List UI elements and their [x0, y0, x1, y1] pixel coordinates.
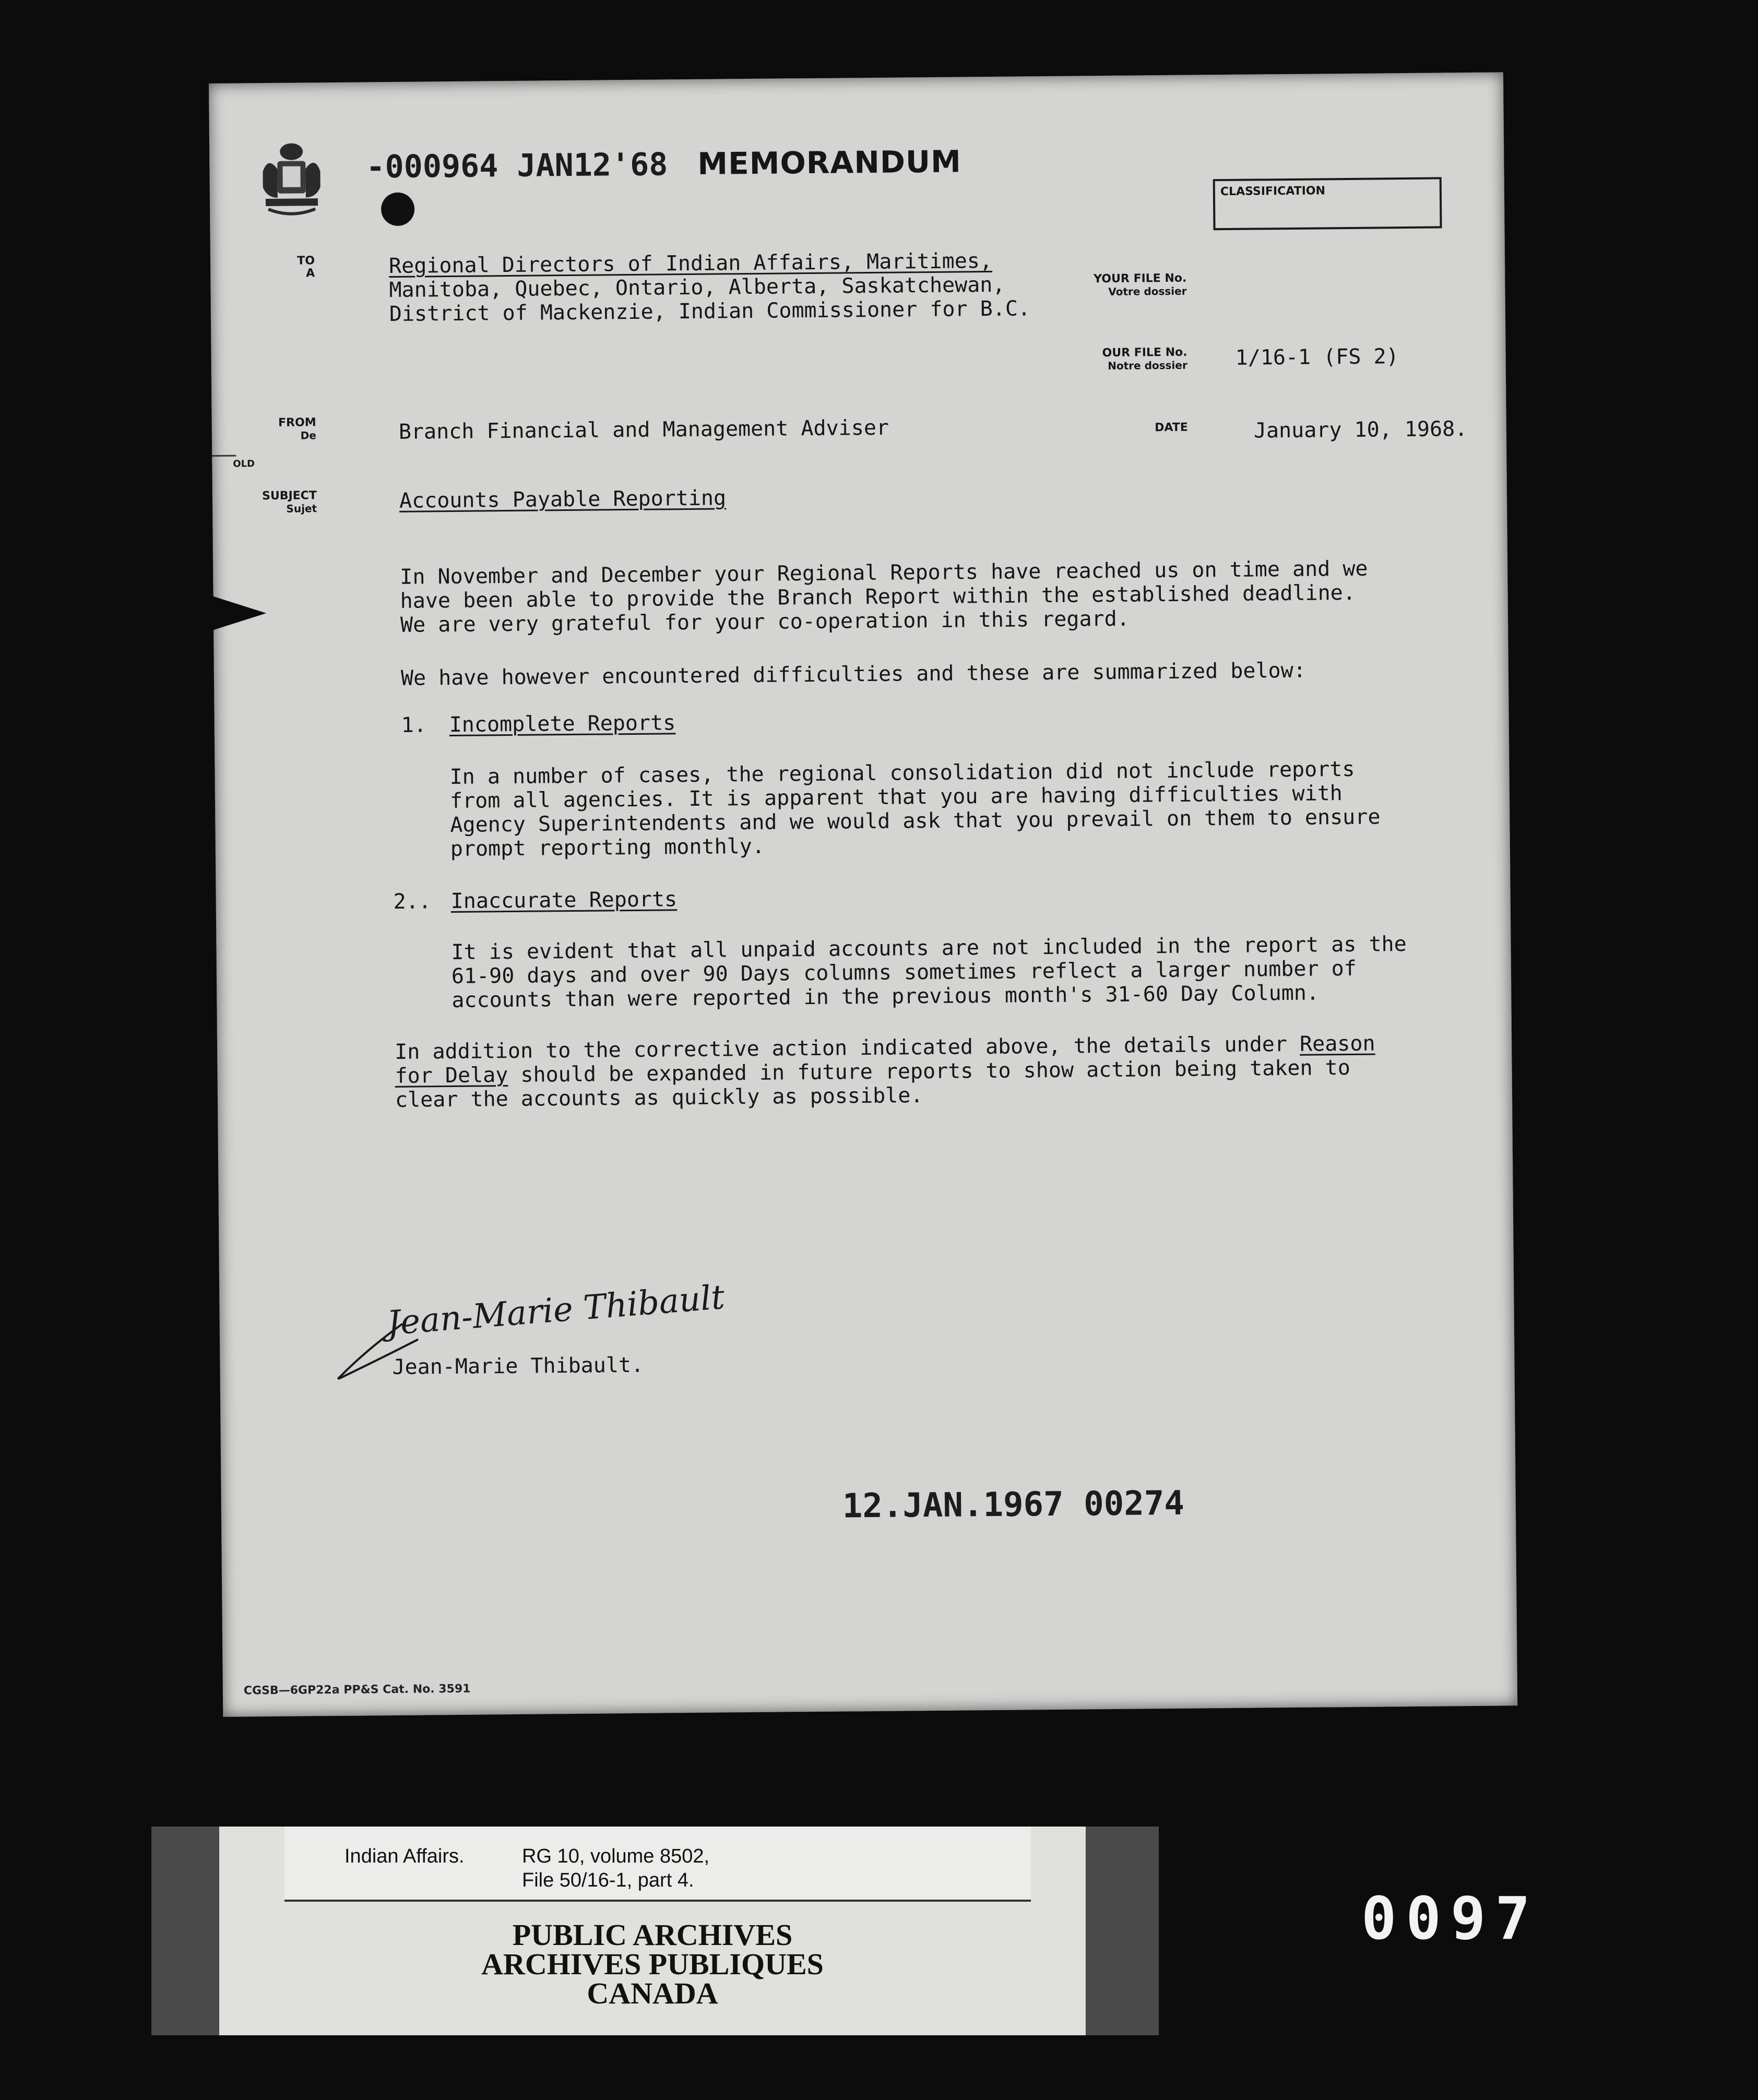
classification-label: CLASSIFICATION — [1220, 184, 1326, 199]
memo-title: MEMORANDUM — [697, 144, 962, 182]
archive-reference-tab — [284, 1827, 1031, 1902]
to-label: TO A — [297, 254, 315, 280]
date-value: January 10, 1968. — [1253, 416, 1468, 443]
your-file-label: YOUR FILE No. Votre dossier — [1094, 271, 1187, 298]
item-1-number: 1. — [401, 713, 427, 737]
date-label: DATE — [1155, 421, 1188, 435]
fold-mark: OLD — [233, 458, 255, 470]
subject-value: Accounts Payable Reporting — [399, 486, 727, 513]
handwritten-signature: Jean-Marie Thibault — [385, 1278, 726, 1343]
paragraph-2: We have however encountered difficulties and these are summarized below: — [400, 658, 1306, 690]
archive-name: PUBLIC ARCHIVES ARCHIVES PUBLIQUES CANADA — [481, 1918, 824, 2010]
form-code: CGSB—6GP22a PP&S Cat. No. 3591 — [243, 1682, 471, 1698]
frame-counter: 0097 — [1361, 1885, 1540, 1953]
classification-box — [1213, 177, 1442, 230]
item-2-number: 2.. — [393, 889, 432, 914]
receipt-stamp-bottom: 12.JAN.1967 00274 — [842, 1484, 1185, 1526]
from-label: FROM De — [278, 416, 316, 442]
archive-reference: RG 10, volume 8502, File 50/16-1, part 4. — [522, 1845, 710, 1891]
item-2-heading: Inaccurate Reports — [450, 887, 678, 914]
item-1-heading: Incomplete Reports — [449, 711, 676, 737]
receipt-stamp-top: -000964 JAN12'68 — [366, 146, 668, 186]
to-line-2: Manitoba, Quebec, Ontario, Alberta, Saskatchewan, — [389, 272, 1005, 302]
typed-signature: Jean-Marie Thibault. — [392, 1353, 644, 1380]
our-file-label: OUR FILE No. Notre dossier — [1102, 345, 1187, 372]
to-line-1: Regional Directors of Indian Affairs, Maritimes, — [388, 248, 993, 279]
to-recipients — [389, 248, 1030, 326]
subject-label: SUBJECT Sujet — [262, 489, 317, 515]
item-1-body: In a number of cases, the regional consolidation did not include reports from all agencies. It is apparent that you are having difficulties with Agency Superintendents and we would ask that you prevail on them to ensure prompt reporting monthly. — [449, 757, 1381, 862]
from-value: Branch Financial and Management Adviser — [398, 415, 889, 444]
item-2-body: It is evident that all unpaid accounts are not included in the report as the 61-90 days and over 90 Days columns sometimes reflect a larger number of accounts than were reported in the previous month's 31-60 Day Column. — [451, 932, 1407, 1013]
paragraph-3: In addition to the corrective action indicated above, the details under Reason for Delay should be expanded in future reports to show action being taken to clear the accounts as quickly as possible. — [395, 1031, 1375, 1112]
punch-hole — [381, 193, 415, 226]
to-line-3: District of Mackenzie, Indian Commissioner for B.C. — [389, 296, 1031, 326]
archive-label — [219, 1827, 1086, 2035]
our-file-number: 1/16-1 (FS 2) — [1235, 344, 1399, 370]
paragraph-1: In November and December your Regional Reports have reached us on time and we have been able to provide the Branch Report within the established deadline. We are very grateful for your co-operation in this regard. — [400, 556, 1368, 637]
coat-of-arms-emblem — [257, 140, 326, 219]
archive-department: Indian Affairs. — [345, 1845, 465, 1867]
memorandum-page — [209, 72, 1517, 1717]
fold-line — [212, 455, 236, 457]
